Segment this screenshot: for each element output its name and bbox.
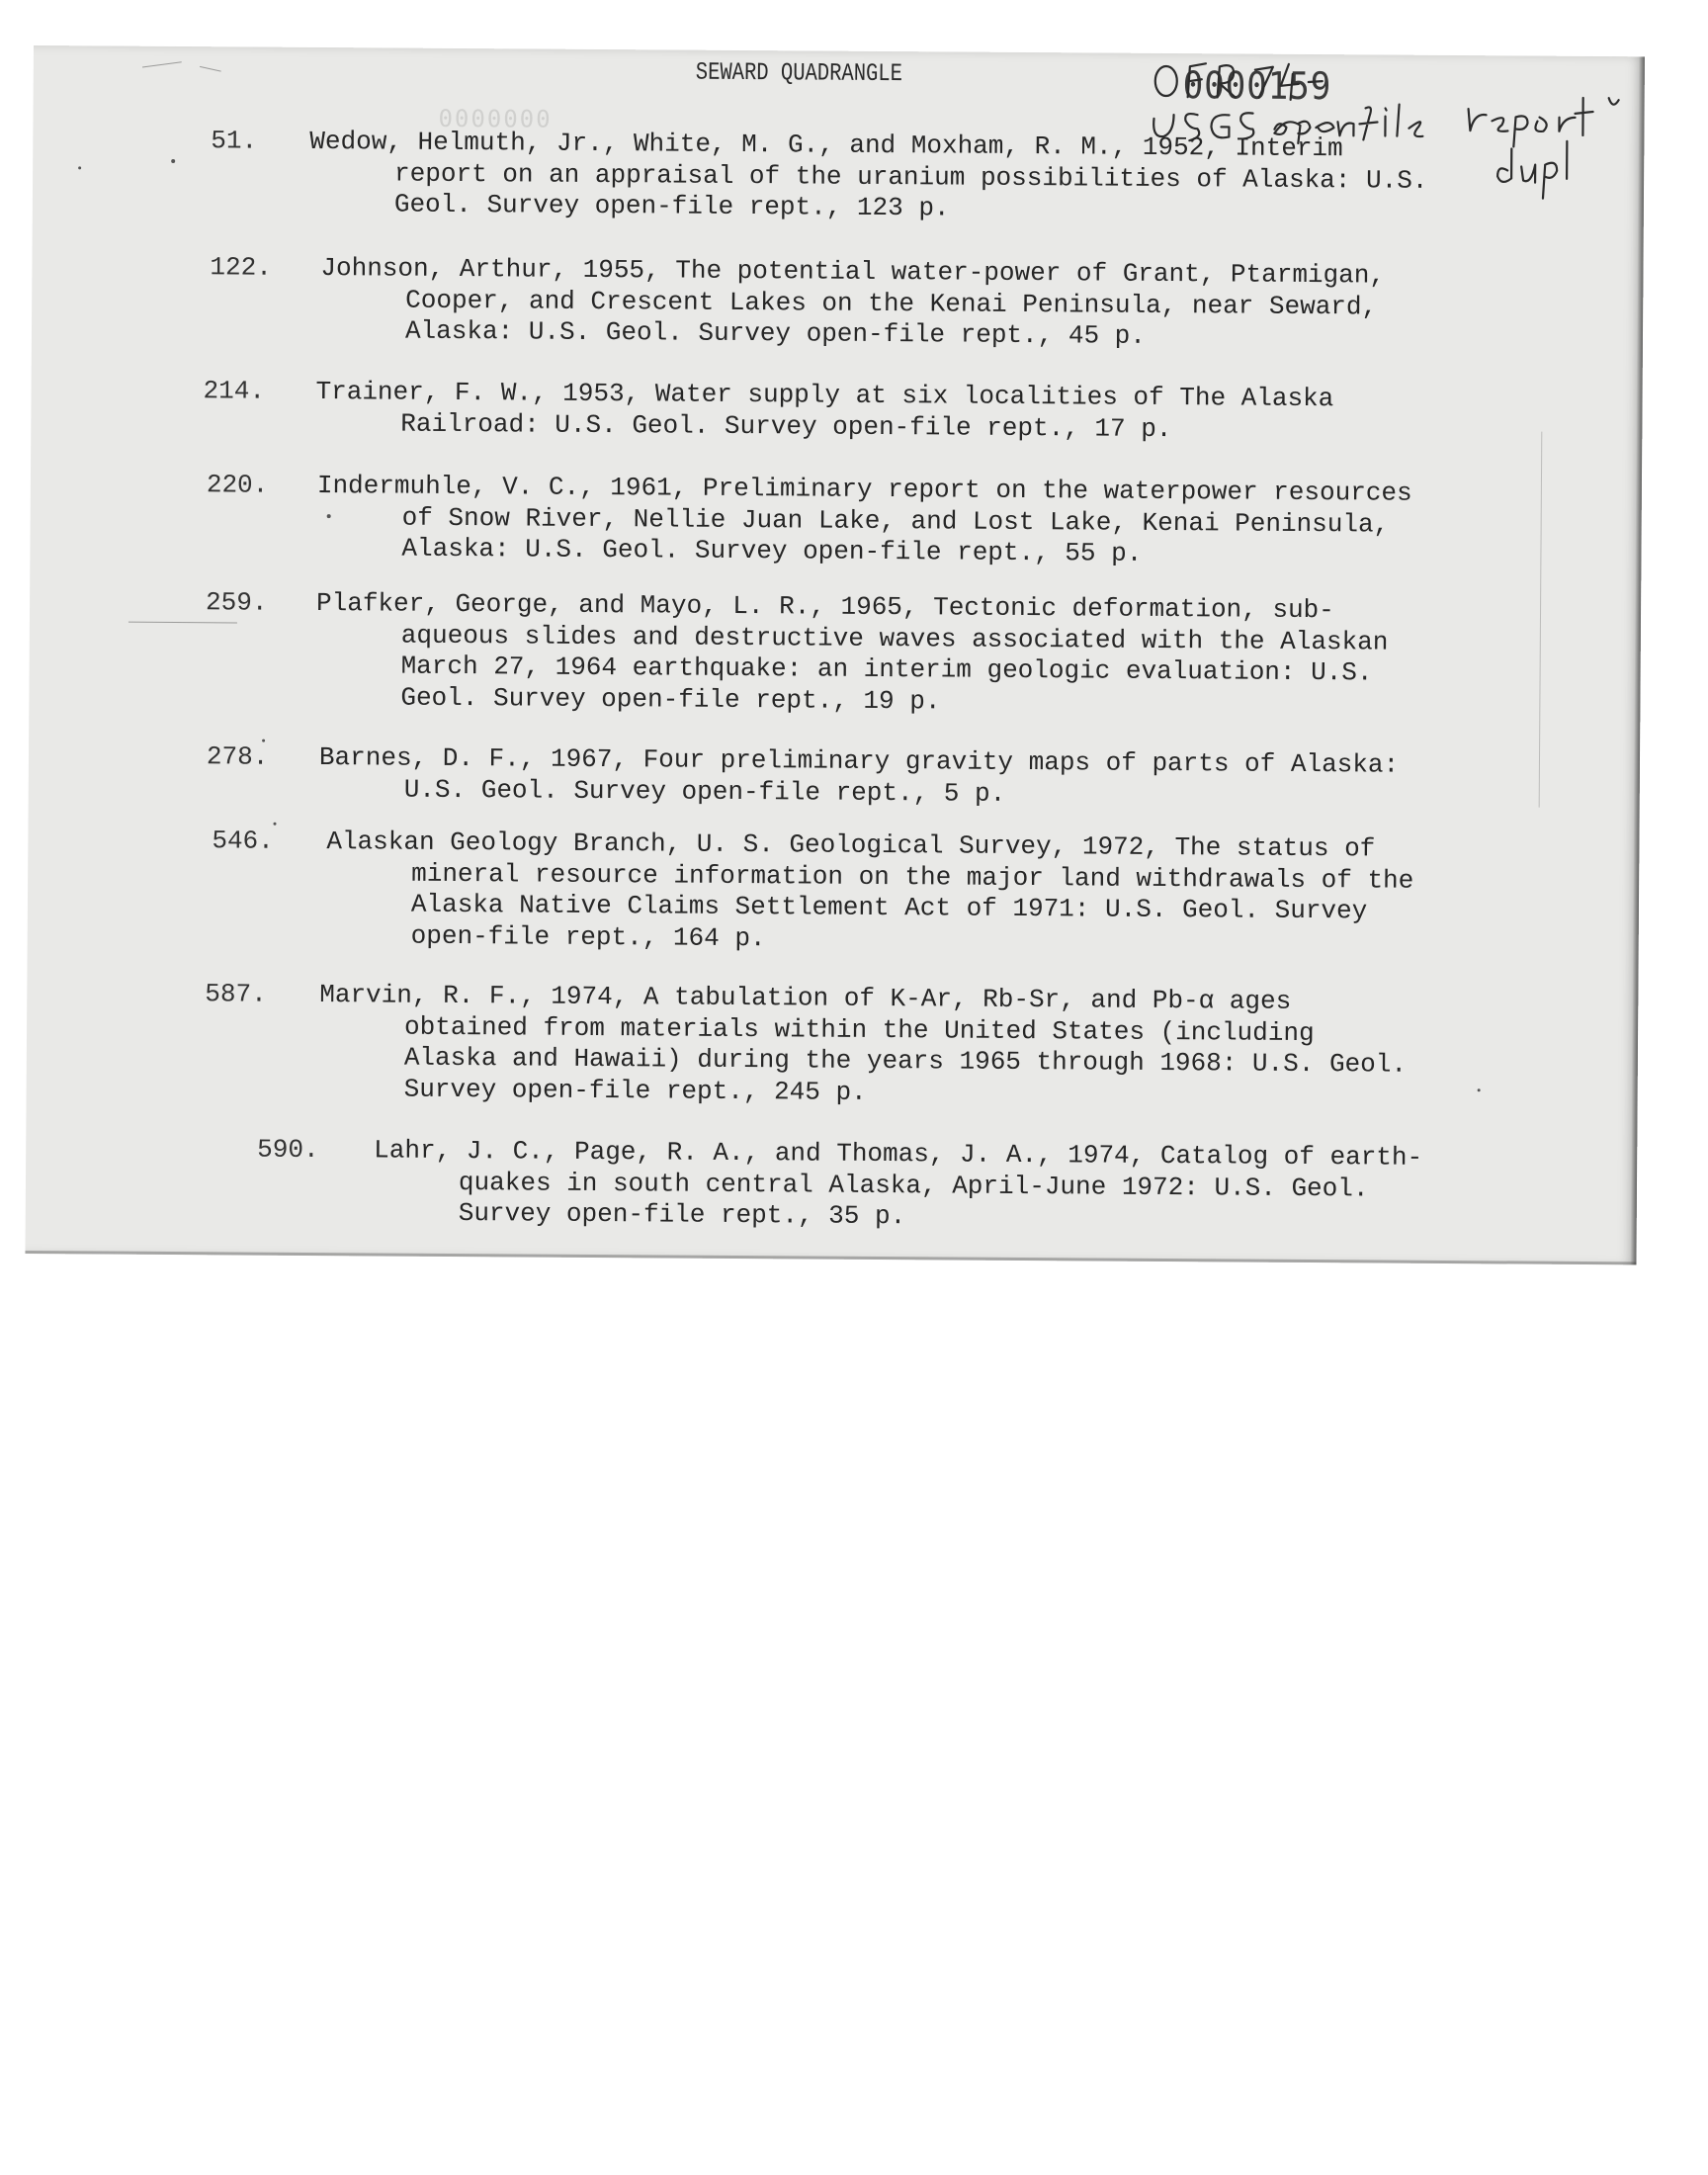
entry-citation: Indermuhle, V. C., 1961, Preliminary report on the waterpower resources of Snow River, Nellie Juan Lake, and Lost Lake, Kenai Peninsula, Alaska: U.S. Geol. Survey open-file rept., 55 p.	[316, 471, 1412, 569]
scan-scratch	[200, 66, 221, 72]
entry-number: 278.	[206, 741, 269, 772]
card-edge-shadow	[1630, 56, 1645, 1264]
bibliography-entry	[257, 1134, 1572, 1232]
entry-citation: Alaskan Geology Branch, U. S. Geological Survey, 1972, The status of mineral resource information on the major land withdrawals of the Alaska Native Claims Settlement Act of 1971: U.S. Geol. Survey open-file rept., 164 p.	[326, 826, 1414, 954]
serial-number-stamp: 0000159	[1182, 63, 1332, 109]
entry-citation: Trainer, F. W., 1953, Water supply at six localities of The Alaska Railroad: U.S. Geol. Survey open-file rept., 17 p.	[315, 377, 1334, 444]
entry-citation: Lahr, J. C., Page, R. A., and Thomas, J. A., 1974, Catalog of earth- quakes in south central Alaska, April-June 1972: U.S. Geol. Survey open-file rept., 35 p.	[374, 1135, 1423, 1232]
entry-number: 51.	[211, 126, 258, 156]
scan-speck	[273, 823, 276, 826]
bibliography-entry	[206, 470, 1531, 569]
entry-number: 546.	[212, 826, 274, 856]
bibliography-entry	[210, 252, 1525, 352]
entry-citation: Marvin, R. F., 1974, A tabulation of K-Ar, Rb-Sr, and Pb-α ages obtained from materials within the United States (including Alaska and Hawaii) during the years 1965 through 1968: U.S. Geol. Survey open-file rept., 245 p.	[319, 980, 1408, 1108]
scan-speck	[262, 740, 265, 742]
entry-number: 259.	[205, 587, 268, 618]
bibliography-entry	[206, 741, 1531, 809]
entry-citation: Barnes, D. F., 1967, Four preliminary gravity maps of parts of Alaska: U.S. Geol. Survey open-file rept., 5 p.	[318, 742, 1400, 809]
entry-number: 122.	[210, 252, 272, 283]
entry-number: 587.	[205, 979, 267, 1009]
entry-citation: Wedow, Helmuth, Jr., White, M. G., and Moxham, R. M., 1952, Interim report on an appraisal of the uranium possibilities of Alaska: U.S. Geol. Survey open-file rept., 123 p.	[309, 126, 1428, 223]
show-through-stamp: 0000000	[438, 104, 553, 133]
index-card	[25, 45, 1644, 1264]
entry-number: 590.	[257, 1134, 319, 1166]
entry-citation: Johnson, Arthur, 1955, The potential water-power of Grant, Ptarmigan, Cooper, and Crescent Lakes on the Kenai Peninsula, near Seward, Alaska: U.S. Geol. Survey open-file rept., 45 p.	[320, 253, 1386, 352]
scan-scratch	[128, 622, 237, 624]
bibliography-entry	[205, 587, 1530, 717]
bibliography-entry	[203, 376, 1518, 444]
page-heading: SEWARD QUADRANGLE	[695, 57, 903, 89]
scan-scratch	[142, 61, 182, 67]
entry-citation: Plafker, George, and Mayo, L. R., 1965, Tectonic deformation, sub- aqueous slides and destructive waves associated with the Alaskan March 27, 1964 earthquake: an interim geologic evaluation: U.S. Geol. Survey open-file rept., 19 p.	[315, 588, 1389, 717]
bibliography-entry	[205, 979, 1539, 1108]
scan-speck	[1478, 1088, 1481, 1091]
card-bottom-edge	[25, 1251, 1636, 1264]
scan-speck	[78, 166, 81, 169]
entry-number: 214.	[203, 376, 266, 406]
entry-number: 220.	[206, 470, 269, 500]
scan-speck	[171, 159, 175, 163]
bibliography-entry	[212, 826, 1546, 954]
scan-speck	[327, 514, 331, 518]
